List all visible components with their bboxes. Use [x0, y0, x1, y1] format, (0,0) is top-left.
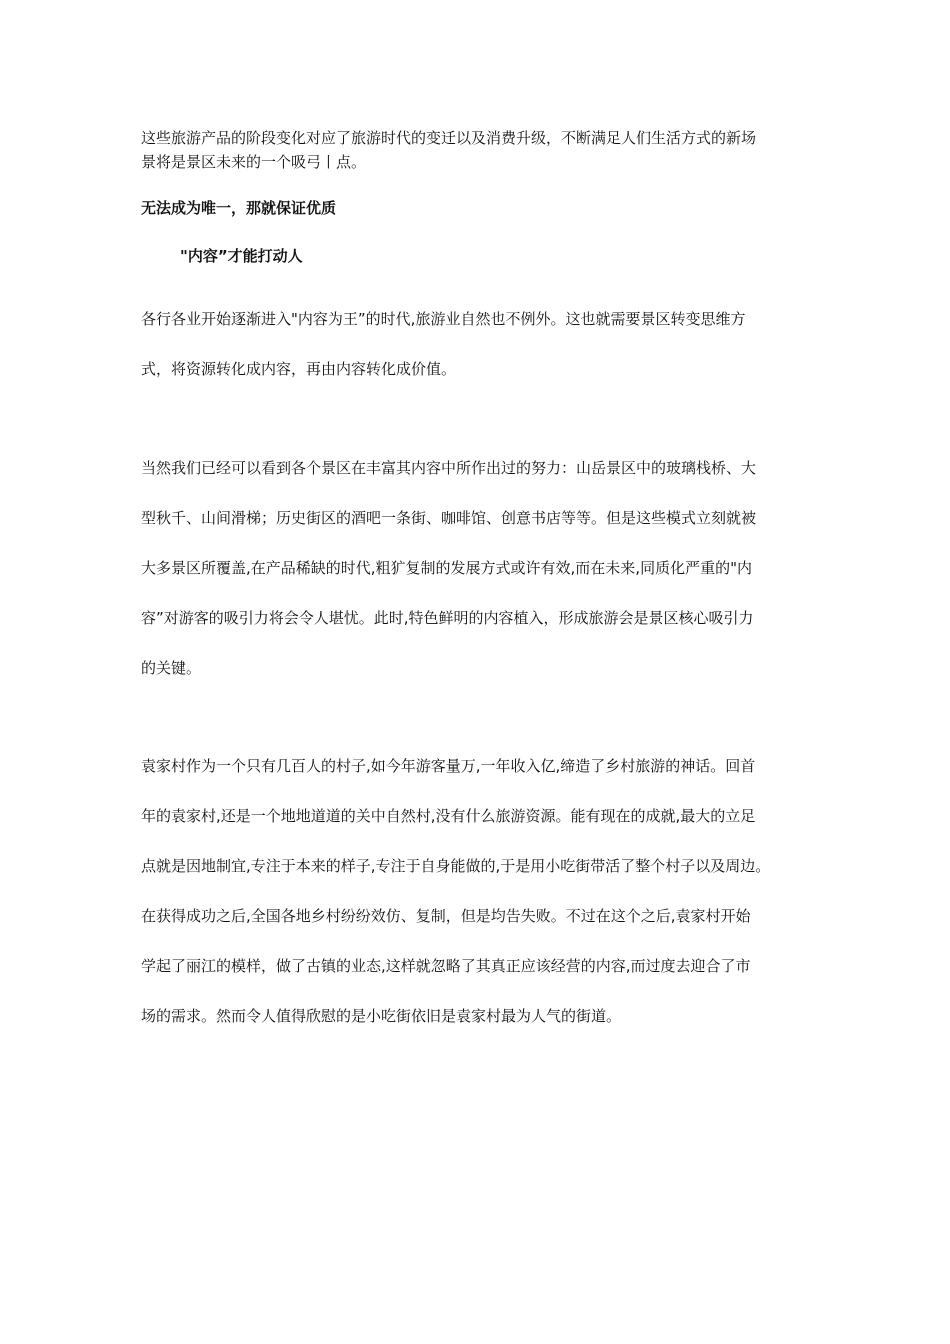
paragraph3-line-4: 在获得成功之后,全国各地乡村纷纷效仿、复制，但是均告失败。不过在这个之后,袁家村开始: [141, 907, 751, 925]
section-heading: 无法成为唯一，那就保证优质: [141, 199, 337, 217]
paragraph2-line-3: 大多景区所覆盖,在产品稀缺的时代,粗犷复制的发展方式或许有效,而在未来,同质化严重的"内: [141, 559, 752, 577]
paragraph-yuanjia-village: [141, 741, 813, 1041]
paragraph2-line-2: 型秋千、山间滑梯；历史街区的酒吧一条街、咖啡馆、创意书店等等。但是这些模式立刻就被: [141, 509, 757, 527]
intro-paragraph: [141, 126, 813, 174]
paragraph-content-king: [141, 294, 813, 394]
paragraph1-line-1: 各行各业开始逐渐进入"内容为王”的时代,旅游业自然也不例外。这也就需要景区转变思维方: [141, 310, 746, 328]
intro-line-1: 这些旅游产品的阶段变化对应了旅游时代的变迁以及消费升级，不断满足人们生活方式的新场: [141, 129, 757, 147]
paragraph3-line-5: 学起了丽江的模样，做了古镇的业态,这样就忽略了其真正应该经营的内容,而过度去迎合了市: [141, 957, 751, 975]
paragraph1-line-2: 式，将资源转化成内容，再由内容转化成价值。: [141, 360, 457, 378]
intro-line-2: 景将是景区未来的一个吸弓丨点。: [141, 153, 367, 171]
paragraph-scenic-efforts: [141, 443, 813, 693]
paragraph2-line-1: 当然我们已经可以看到各个景区在丰富其内容中所作出过的努力：山岳景区中的玻璃栈桥、大: [141, 459, 757, 477]
paragraph3-line-6: 场的需求。然而令人值得欣慰的是小吃街依旧是袁家村最为人气的街道。: [141, 1007, 622, 1025]
paragraph2-line-4: 容”对游客的吸引力将会令人堪忧。此时,特色鲜明的内容植入，形成旅游会是景区核心吸引力: [141, 609, 754, 627]
subsection-heading: "内容”才能打动人: [180, 247, 303, 265]
paragraph3-line-2: 年的袁家村,还是一个地地道道的关中自然村,没有什么旅游资源。能有现在的成就,最大的立足: [141, 807, 756, 825]
paragraph2-line-5: 的关键。: [141, 659, 202, 677]
paragraph3-line-3: 点就是因地制宜,专注于本来的样子,专注于自身能做的,于是用小吃街带活了整个村子以及周边。: [141, 857, 771, 875]
paragraph3-line-1: 袁家村作为一个只有几百人的村子,如今年游客量万,一年收入亿,缔造了乡村旅游的神话。回首: [141, 757, 756, 775]
